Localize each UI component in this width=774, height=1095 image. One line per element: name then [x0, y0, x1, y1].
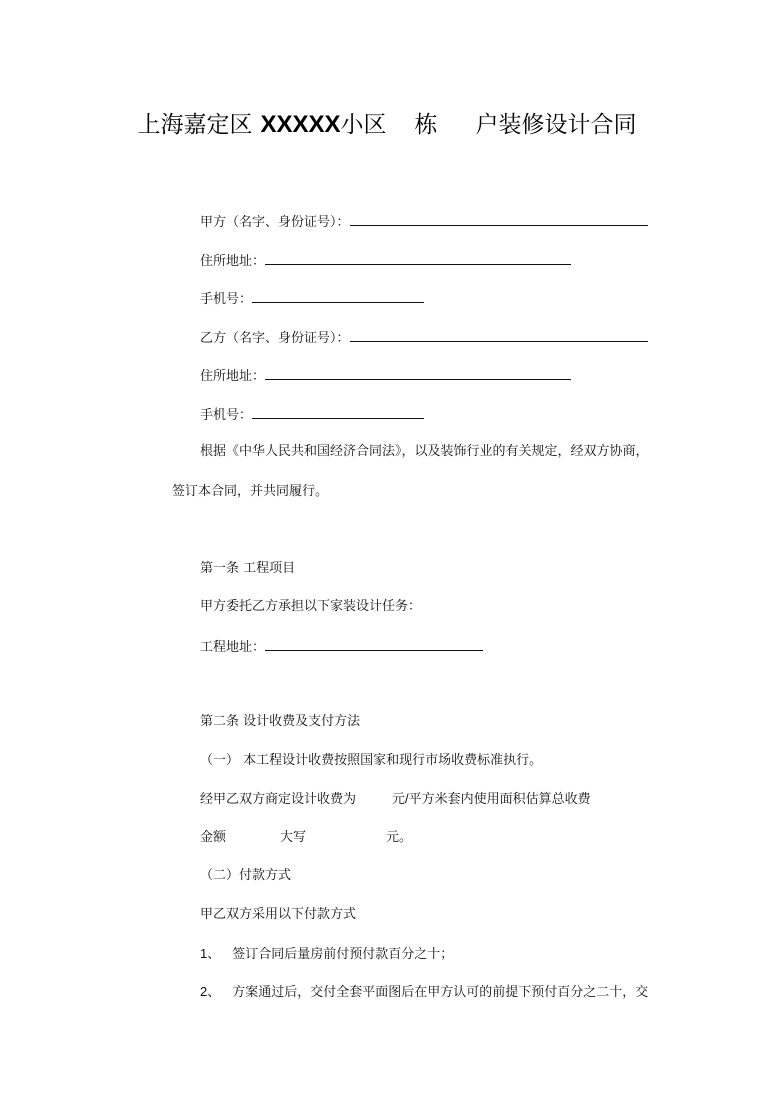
- fee-rate-row: [200, 790, 591, 809]
- party-b-phone-label: 手机号：: [200, 408, 253, 423]
- article-2-item-1: （一） 本工程设计收费按照国家和现行市场收费标准执行。: [200, 753, 543, 768]
- title-community: 小区: [340, 112, 387, 138]
- party-a-address-blank: [265, 251, 571, 265]
- payment-step-1-text: 签订合同后量房前付预付款百分之十；: [232, 947, 454, 962]
- title-unit-rest: 户装修设计合同: [475, 112, 637, 138]
- party-a-phone-blank: [252, 289, 424, 303]
- article-1-heading: 第一条 工程项目: [200, 561, 296, 576]
- amount-label: 金额: [200, 830, 227, 845]
- title-placeholder: XXXXX: [260, 111, 341, 138]
- article-2-item-2: （二）付款方式: [200, 868, 292, 883]
- party-b-address-label: 住所地址：: [200, 369, 266, 384]
- party-b-address-blank: [265, 366, 571, 380]
- project-address-row: [200, 637, 483, 657]
- fee-rate-label: 经甲乙双方商定设计收费为: [200, 792, 357, 807]
- title-building: 栋: [414, 112, 438, 138]
- party-a-phone-label: 手机号：: [200, 292, 253, 307]
- payment-step-2: [200, 983, 648, 1002]
- yuan-label: 元。: [386, 830, 413, 845]
- payment-intro: 甲乙双方采用以下付款方式: [200, 907, 357, 922]
- party-b-phone-row: [200, 405, 424, 425]
- fee-amount-row: [200, 829, 412, 847]
- party-a-phone-row: [200, 289, 424, 309]
- fee-rate-unit: 元/平方米套内使用面积估算总收费: [392, 791, 591, 806]
- party-a-name-blank: [350, 212, 648, 226]
- payment-step-1-number: 1、: [200, 946, 221, 961]
- party-b-name-row: [200, 328, 648, 348]
- article-1-body: 甲方委托乙方承担以下家装设计任务：: [200, 599, 422, 614]
- party-b-name-label: 乙方（名字、身份证号）：: [200, 331, 350, 346]
- party-a-name-label: 甲方（名字、身份证号）：: [200, 215, 350, 230]
- party-b-phone-blank: [252, 405, 424, 419]
- preamble-line-2: 签订本合同，并共同履行。: [172, 484, 329, 499]
- project-address-label: 工程地址：: [200, 640, 266, 655]
- payment-step-2-number: 2、: [200, 984, 221, 999]
- contract-title: [0, 110, 774, 140]
- party-b-name-blank: [350, 328, 648, 342]
- title-district: 上海嘉定区: [137, 112, 253, 138]
- preamble-line-1: 根据《中华人民共和国经济合同法》，以及装饰行业的有关规定，经双方协商，: [200, 444, 649, 459]
- party-a-address-row: [200, 251, 571, 271]
- party-b-address-row: [200, 366, 571, 386]
- uppercase-label: 大写: [280, 830, 307, 845]
- payment-step-2-text: 方案通过后，交付全套平面图后在甲方认可的前提下预付百分之二十，交: [232, 985, 649, 1000]
- project-address-blank: [265, 637, 483, 651]
- party-a-name-row: [200, 212, 648, 232]
- party-a-address-label: 住所地址：: [200, 254, 266, 269]
- article-2-heading: 第二条 设计收费及支付方法: [200, 714, 361, 729]
- payment-step-1: [200, 945, 453, 964]
